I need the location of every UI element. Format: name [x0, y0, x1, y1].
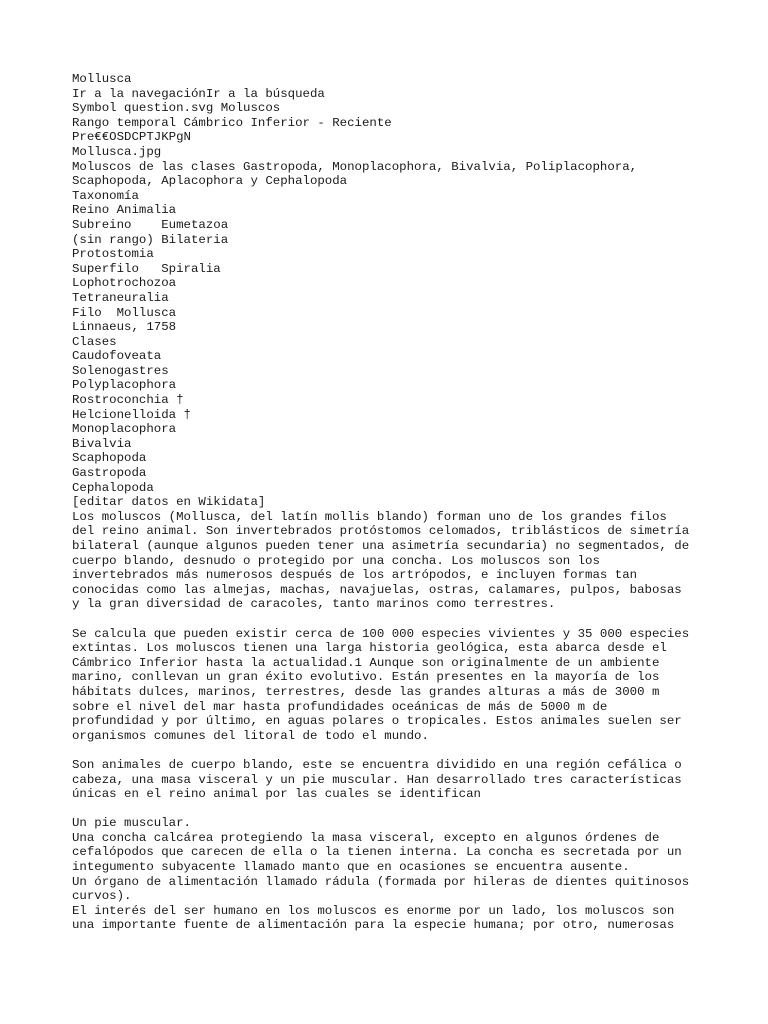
text-line: [editar datos en Wikidata] — [72, 495, 266, 510]
text-line: Reino Animalia — [72, 203, 177, 218]
text-line: Mollusca — [72, 72, 132, 86]
text-line: Rostroconchia † — [72, 393, 184, 408]
text-line: Cámbrico Inferior hasta la actualidad.1 Aunque son originalmente de un ambiente — [72, 655, 660, 670]
text-line: cuerpo blando, desnudo o protegido por una concha. Los moluscos son los — [72, 553, 600, 568]
text-line: Rango temporal Cámbrico Inferior - Reciente — [72, 115, 392, 130]
text-line: Superfilo Spiralia — [72, 261, 221, 276]
text-line: Pre€€OSDCPTJKPgN — [72, 130, 191, 145]
text-line: una importante fuente de alimentación para la especie humana; por otro, numerosas — [72, 918, 675, 933]
text-line: sobre el nivel del mar hasta profundidades oceánicas de más de 5000 m de — [72, 699, 608, 714]
text-line: cabeza, una masa visceral y un pie muscular. Han desarrollado tres características — [72, 772, 682, 787]
text-line: profundidad y por último, en aguas polares o tropicales. Estos animales suelen ser — [72, 714, 682, 729]
blank-line — [72, 612, 712, 627]
text-line: Se calcula que pueden existir cerca de 100 000 especies vivientes y 35 000 especies — [72, 626, 690, 641]
text-line: bilateral (aunque algunos pueden tener una asimetría secundaria) no segmentados, de — [72, 539, 690, 553]
text-line: Los moluscos (Mollusca, del latín mollis blando) forman uno de los grandes filos — [72, 509, 667, 524]
text-line: invertebrados más numerosos después de los artrópodos, e incluyen formas tan — [72, 568, 638, 583]
text-line: Gastropoda — [72, 466, 147, 481]
text-line: Ir a la navegaciónIr a la búsqueda — [72, 86, 325, 101]
text-line: conocidas como las almejas, machas, navajuelas, ostras, calamares, pulpos, babosas — [72, 582, 682, 597]
document-page — [72, 72, 712, 933]
text-line: Tetraneuralia — [72, 290, 169, 305]
blank-line — [72, 802, 712, 817]
text-line: Un pie muscular. — [72, 816, 191, 831]
text-line: curvos). — [72, 889, 132, 904]
text-line: Son animales de cuerpo blando, este se encuentra dividido en una región cefálica o — [72, 757, 682, 772]
text-line: marino, conllevan un gran éxito evolutivo. Están presentes en la mayoría de los — [72, 670, 660, 685]
text-line: Cephalopoda — [72, 480, 154, 495]
text-line: Linnaeus, 1758 — [72, 320, 177, 335]
text-line: (sin rango) Bilateria — [72, 232, 229, 247]
text-line: Una concha calcárea protegiendo la masa visceral, excepto en algunos órdenes de — [72, 830, 660, 845]
blank-line — [72, 743, 712, 758]
text-line: Moluscos de las clases Gastropoda, Monoplacophora, Bivalvia, Poliplacophora, — [72, 159, 638, 174]
text-line: organismos comunes del litoral de todo el mundo. — [72, 728, 429, 743]
text-line: Filo Mollusca — [72, 305, 177, 320]
text-line: Scaphopoda, Aplacophora y Cephalopoda — [72, 174, 348, 189]
text-line: El interés del ser humano en los moluscos es enorme por un lado, los moluscos son — [72, 903, 675, 918]
text-line: Mollusca.jpg — [72, 144, 162, 159]
text-line: hábitats dulces, marinos, terrestres, desde las grandes alturas a más de 3000 m — [72, 684, 660, 699]
text-line: Bivalvia — [72, 436, 132, 451]
text-line: Lophotrochozoa — [72, 276, 177, 291]
text-line: del reino animal. Son invertebrados protóstomos celomados, triblásticos de simetría — [72, 524, 690, 539]
text-line: únicas en el reino animal por las cuales se identifican — [72, 787, 481, 802]
text-line: extintas. Los moluscos tienen una larga historia geológica, esta abarca desde el — [72, 641, 667, 656]
text-line: Polyplacophora — [72, 378, 177, 393]
text-line: Monoplacophora — [72, 422, 177, 437]
text-line: Helcionelloida † — [72, 407, 191, 422]
text-line: Caudofoveata — [72, 349, 162, 364]
text-line: Subreino Eumetazoa — [72, 217, 229, 232]
text-line: Clases — [72, 334, 117, 349]
text-line: Solenogastres — [72, 363, 169, 378]
text-line: y la gran diversidad de caracoles, tanto marinos como terrestres. — [72, 597, 556, 612]
text-line: integumento subyacente llamado manto que en ocasiones se encuentra ausente. — [72, 860, 630, 875]
text-line: Un órgano de alimentación llamado rádula (formada por hileras de dientes quitinosos — [72, 874, 690, 889]
text-line: cefalópodos que carecen de ella o la tienen interna. La concha es secretada por un — [72, 845, 682, 860]
text-line: Taxonomía — [72, 188, 139, 203]
text-line: Symbol question.svg Moluscos — [72, 101, 281, 116]
text-line: Scaphopoda — [72, 451, 147, 466]
text-line: Protostomia — [72, 247, 154, 262]
